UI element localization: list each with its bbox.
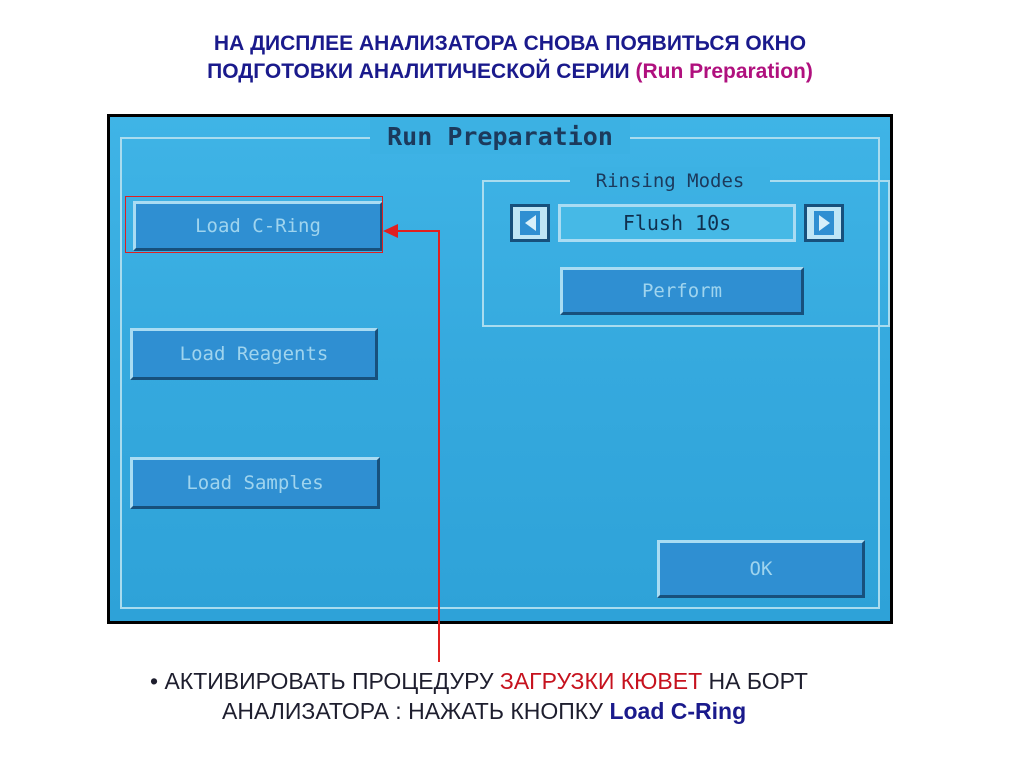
heading-line-2-text: ПОДГОТОВКИ АНАЛИТИЧЕСКОЙ СЕРИИ (207, 60, 630, 83)
arrow-left-icon (520, 211, 540, 235)
instruction-text (150, 666, 890, 726)
arrow-right-icon (814, 211, 834, 235)
instruction-part-1: АКТИВИРОВАТЬ ПРОЦЕДУРУ (164, 668, 494, 694)
analyzer-screen (107, 114, 893, 624)
ok-button[interactable]: OK (657, 540, 865, 598)
bullet: • (150, 668, 159, 694)
rinsing-modes-title: Rinsing Modes (570, 167, 770, 195)
connector-horizontal (396, 230, 440, 232)
heading-accent: (Run Preparation) (635, 60, 813, 83)
arrow-head-icon (383, 224, 398, 238)
connector-vertical (438, 230, 440, 662)
rinsing-next-button[interactable] (804, 204, 844, 242)
instruction-line-2 (150, 696, 890, 726)
instruction-part-4: АНАЛИЗАТОРА : НАЖАТЬ КНОПКУ (222, 698, 604, 724)
instruction-part-5: Load C-Ring (609, 698, 747, 724)
instruction-part-2: ЗАГРУЗКИ КЮВЕТ (499, 668, 703, 694)
heading-line-2 (110, 58, 910, 86)
slide-heading (110, 30, 910, 86)
load-reagents-button[interactable]: Load Reagents (130, 328, 378, 380)
highlight-frame (125, 196, 383, 253)
rinsing-prev-button[interactable] (510, 204, 550, 242)
window-title: Run Preparation (370, 120, 630, 154)
rinsing-mode-value: Flush 10s (558, 204, 796, 242)
perform-button[interactable]: Perform (560, 267, 804, 315)
load-c-ring-button[interactable]: Load C-Ring (133, 201, 383, 251)
load-samples-button[interactable]: Load Samples (130, 457, 380, 509)
heading-line-1: НА ДИСПЛЕЕ АНАЛИЗАТОРА СНОВА ПОЯВИТЬСЯ ОКНО (213, 32, 807, 55)
run-preparation-window (110, 117, 890, 621)
instruction-part-3: НА БОРТ (708, 668, 808, 694)
